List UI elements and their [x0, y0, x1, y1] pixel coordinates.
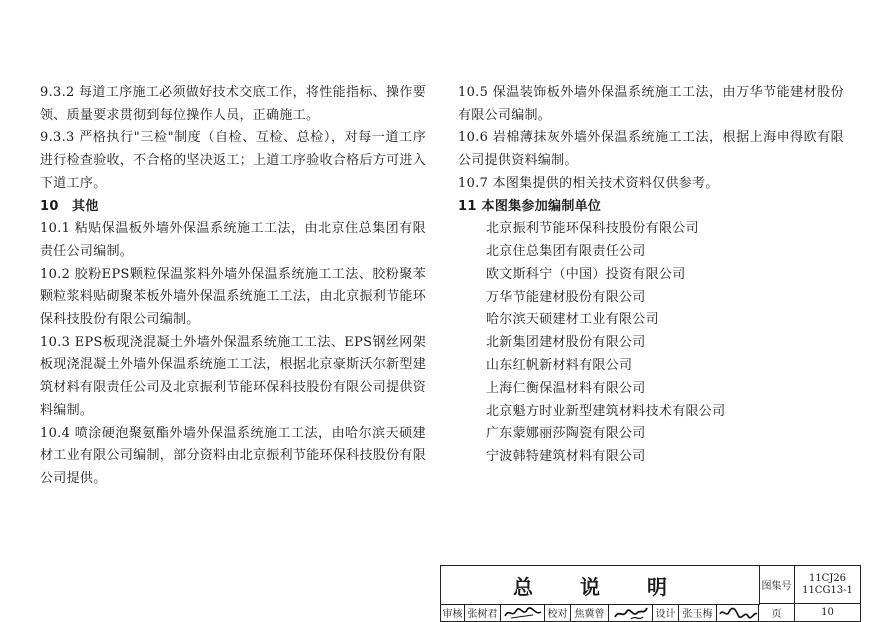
- unit-item: 哈尔滨天硕建材工业有限公司: [486, 312, 659, 328]
- atlas-number: [795, 566, 861, 604]
- atlas-number-2: 11CG13-1: [802, 584, 853, 596]
- unit-item: 宁波韩特建筑材料有限公司: [486, 449, 646, 465]
- reviewer-name: 张树君: [465, 604, 501, 622]
- checker-name: 焦冀曾: [571, 604, 609, 622]
- clause-9-3-2: 9.3.2 每道工序施工必须做好技术交底工作，将性能指标、操作要领、质量要求贯彻到每位操作人员，正确施工。: [40, 85, 426, 123]
- reviewer-signature: [501, 604, 545, 622]
- unit-item: 北京魁方时业新型建筑材料技术有限公司: [486, 403, 726, 419]
- unit-item: 广东蒙娜丽莎陶瓷有限公司: [486, 426, 646, 442]
- designer-name: 张玉梅: [679, 604, 717, 622]
- design-label: 设计: [653, 604, 679, 622]
- signature-icon: [718, 606, 758, 620]
- left-column: [40, 82, 426, 491]
- unit-item: 北京住总集团有限责任公司: [486, 244, 646, 260]
- clause-10-4: 10.4 喷涂硬泡聚氨酯外墙外保温系统施工工法，由哈尔滨天硕建材工业有限公司编制，部分资料由北京振利节能环保科技股份有限公司提供。: [40, 425, 426, 486]
- clause-10-2: 10.2 胶粉EPS颗粒保温浆料外墙外保温系统施工工法、胶粉聚苯颗粒浆料贴砌聚苯板外墙外保温系统施工工法，由北京振利节能环保科技股份有限公司编制。: [40, 266, 426, 328]
- review-label: 审核: [441, 604, 465, 622]
- unit-item: 上海仁衡保温材料有限公司: [486, 380, 646, 396]
- designer-signature: [717, 604, 759, 622]
- title-block: [440, 565, 861, 622]
- unit-item: 北京振利节能环保科技股份有限公司: [486, 221, 699, 237]
- unit-item: 欧文斯科宁（中国）投资有限公司: [486, 266, 686, 282]
- unit-item: 山东红帆新材料有限公司: [486, 358, 633, 373]
- right-column: [458, 82, 844, 469]
- unit-item: 北新集团建材股份有限公司: [486, 335, 646, 351]
- clause-9-3-3: 9.3.3 严格执行"三检"制度（自检、互检、总检），对每一道工序进行检查验收，不合格的坚决返工；上道工序验收合格后方可进入下道工序。: [40, 130, 426, 191]
- signature-icon: [503, 606, 543, 620]
- section-11-heading: 11 本图集参加编制单位: [458, 198, 602, 214]
- page-number: 10: [795, 604, 861, 622]
- atlas-number-label: 图集号: [759, 566, 795, 604]
- clause-10-3: 10.3 EPS板现浇混凝土外墙外保温系统施工工法、EPS钢丝网架板现浇混凝土外墙外保温系统施工工法，根据北京豪斯沃尔新型建筑材料有限责任公司及北京振利节能环保科技股份有限公司提供资料编制。: [40, 334, 426, 418]
- section-10-heading: 10 其他: [40, 198, 99, 214]
- clause-10-7: 10.7 本图集提供的相关技术资料仅供参考。: [458, 175, 719, 191]
- atlas-number-1: 11CJ26: [808, 572, 847, 584]
- clause-10-1: 10.1 粘贴保温板外墙外保温系统施工工法，由北京住总集团有限责任公司编制。: [40, 221, 426, 259]
- clause-10-5: 10.5 保温装饰板外墙外保温系统施工工法，由万华节能建材股份有限公司编制。: [458, 85, 844, 123]
- page-title: 总 说 明: [441, 566, 760, 605]
- page-label: 页: [759, 604, 795, 622]
- checker-signature: [609, 604, 653, 622]
- check-label: 校对: [545, 604, 571, 622]
- unit-list: [458, 218, 844, 469]
- signature-icon: [611, 605, 651, 621]
- unit-item: 万华节能建材股份有限公司: [486, 289, 646, 305]
- clause-10-6: 10.6 岩棉薄抹灰外墙外保温系统施工工法，根据上海申得欧有限公司提供资料编制。: [458, 130, 844, 169]
